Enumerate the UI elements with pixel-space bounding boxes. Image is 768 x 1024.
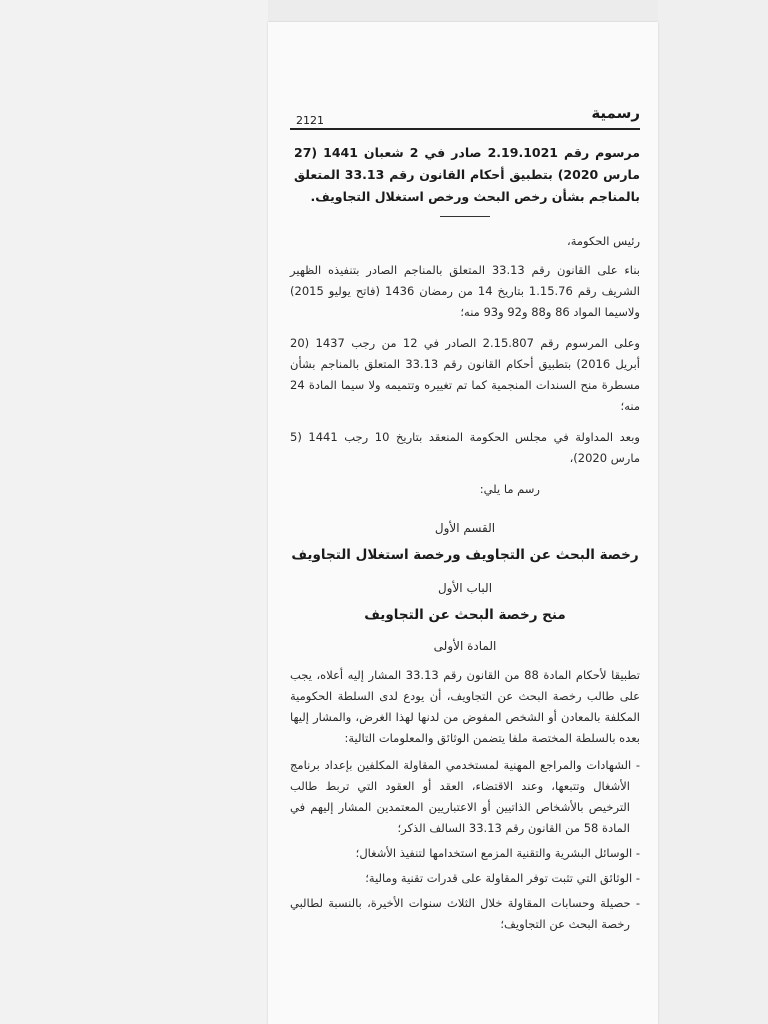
salutation: رئيس الحكومة،	[567, 234, 640, 248]
scan-background-right	[658, 0, 768, 1024]
page-content	[290, 100, 640, 1024]
decreed-line: رسم ما يلي:	[479, 482, 540, 496]
scan-background-left	[0, 0, 268, 1024]
list-item: - حصيلة وحسابات المقاولة خلال الثلاث سنوات الأخيرة، بالنسبة لطالبي رخصة البحث عن التجاويف؛	[290, 896, 640, 931]
chapter-title: منح رخصة البحث عن التجاويف	[364, 607, 566, 623]
preamble-paragraph: وعلى المرسوم رقم 2.15.807 الصادر في 12 من رجب 1437 (20 أبريل 2016) بتطبيق أحكام القانون رقم 33.13 المتعلق بالمناجم بشأن مسطرة منح السندات المنجمية كما تم تغييره وتتميمه ولا سيما المادة 24 منه؛	[290, 336, 640, 413]
list-item: - الوسائل البشرية والتقنية المزمع استخدامها لتنفيذ الأشغال؛	[355, 846, 640, 860]
chapter-label: الباب الأول	[437, 581, 493, 595]
header-title: رسمية	[591, 104, 640, 122]
list-item: - الوثائق التي تثبت توفر المقاولة على قدرات تقنية ومالية؛	[365, 871, 640, 885]
list-item: - الشهادات والمراجع المهنية لمستخدمي المقاولة المكلفين بإعداد برنامج الأشغال وتتبعها، وعند الاقتضاء، العقد أو العقود التي تربط طالب الترخيص بالأشخاص الذاتيين أو الاعتباريين المعتمدين المشار إليهم في المادة 58 من القانون رقم 33.13 السالف الذكر؛	[290, 758, 640, 835]
section-label: القسم الأول	[434, 521, 496, 535]
preamble-paragraph: بناء على القانون رقم 33.13 المتعلق بالمناجم الصادر بتنفيذه الظهير الشريف رقم 1.15.76 بتاريخ 14 من رمضان 1436 (فاتح يوليو 2015) ولاسيما المواد 86 و88 و92 و93 منه؛	[290, 263, 640, 319]
article-body: تطبيقا لأحكام المادة 88 من القانون رقم 33.13 المشار إليه أعلاه، يجب على طالب رخصة البحث عن التجاويف، أن يودع لدى السلطة الحكومية المكلفة بالمعادن أو الشخص المفوض من لدنها لهذا الغرض، والمشار إليها بعده بالسلطة المختصة ملفا يتضمن الوثائق والمعلومات التالية:	[290, 668, 640, 745]
header-divider	[290, 128, 640, 130]
article-label: المادة الأولى	[433, 639, 497, 653]
preamble-paragraph: وبعد المداولة في مجلس الحكومة المنعقد بتاريخ 10 رجب 1441 (5 مارس 2020)،	[290, 430, 640, 465]
decree-title: مرسوم رقم 2.19.1021 صادر في 2 شعبان 1441 (27 مارس 2020) بتطبيق أحكام القانون رقم 33.13 المتعلق بالمناجم بشأن رخص البحث ورخص استغلال التجاويف.	[294, 145, 640, 204]
title-divider	[440, 216, 490, 217]
page-number: 2121	[296, 114, 324, 127]
page-header	[290, 100, 640, 130]
section-title: رخصة البحث عن التجاويف ورخصة استغلال التجاويف	[291, 547, 639, 563]
